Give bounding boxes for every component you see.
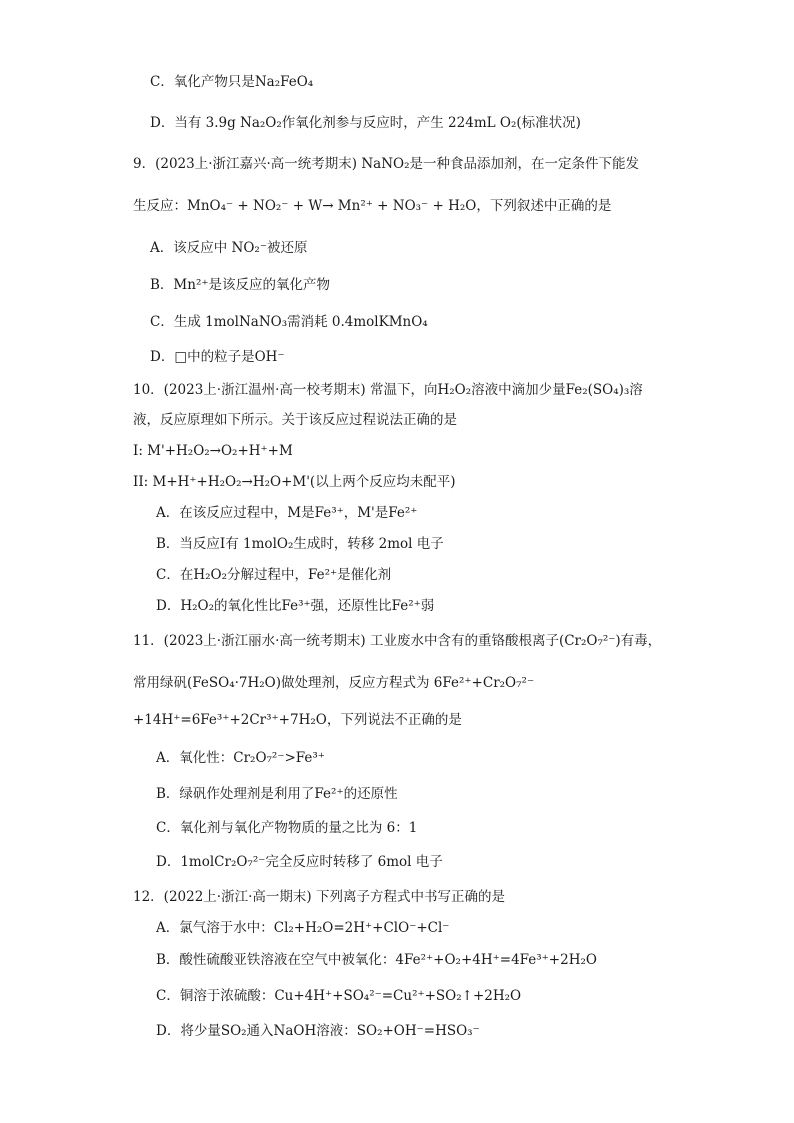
q11-option-c: C．氧化剂与氧化产物物质的量之比为 6：1: [156, 820, 418, 836]
q9-option-d: D．□中的粒子是OH⁻: [150, 349, 285, 365]
q10-stem-line1: 10．(2023上·浙江温州·高一校考期末) 常温下，向H₂O₂溶液中滴加少量Fe₂(SO₄)₃溶: [133, 382, 643, 398]
q12-option-c: C．铜溶于浓硫酸：Cu+4H⁺+SO₄²⁻=Cu²⁺+SO₂↑+2H₂O: [156, 988, 522, 1004]
q9-option-a: A．该反应中 NO₂⁻被还原: [150, 240, 308, 256]
q8-option-c: C．氧化产物只是Na₂FeO₄: [150, 74, 314, 90]
q11-stem-line1: 11．(2023上·浙江丽水·高一统考期末) 工业废水中含有的重铬酸根离子(Cr₂O₇²⁻)有毒，: [133, 633, 662, 649]
q11-option-d: D．1molCr₂O₇²⁻完全反应时转移了 6mol 电子: [156, 854, 443, 870]
q10-option-b: B．当反应I有 1molO₂生成时，转移 2mol 电子: [156, 536, 444, 552]
q10-stem-line2: 液，反应原理如下所示。关于该反应过程说法正确的是: [133, 412, 457, 428]
q10-reaction-1: I: M'+H₂O₂→O₂+H⁺+M: [133, 443, 293, 459]
q11-stem-line3: +14H⁺=6Fe³⁺+2Cr³⁺+7H₂O，下列说法不正确的是: [133, 712, 462, 728]
q12-stem: 12．(2022上·浙江·高一期末) 下列离子方程式中书写正确的是: [133, 889, 505, 905]
q12-option-a: A．氯气溶于水中：Cl₂+H₂O=2H⁺+ClO⁻+Cl⁻: [156, 920, 450, 936]
q10-reaction-2: II: M+H⁺+H₂O₂→H₂O+M'(以上两个反应均未配平): [133, 474, 456, 490]
q9-option-c: C．生成 1molNaNO₃需消耗 0.4molKMnO₄: [150, 314, 428, 330]
q8-option-d: D．当有 3.9g Na₂O₂作氧化剂参与反应时，产生 224mL O₂(标准状况): [150, 115, 581, 131]
q12-option-b: B．酸性硫酸亚铁溶液在空气中被氧化：4Fe²⁺+O₂+4H⁺=4Fe³⁺+2H₂O: [156, 952, 597, 968]
q10-option-a: A．在该反应过程中，M是Fe³⁺，M'是Fe²⁺: [156, 505, 418, 521]
q10-option-d: D．H₂O₂的氧化性比Fe³⁺强，还原性比Fe²⁺弱: [156, 598, 435, 614]
q12-option-d: D．将少量SO₂通入NaOH溶液：SO₂+OH⁻=HSO₃⁻: [156, 1023, 480, 1039]
q9-option-b: B．Mn²⁺是该反应的氧化产物: [150, 277, 330, 293]
q9-stem-line2: 生反应：MnO₄⁻ + NO₂⁻ + W→ Mn²⁺ + NO₃⁻ + H₂O，下列叙述中正确的是: [133, 198, 612, 214]
q11-option-b: B．绿矾作处理剂是利用了Fe²⁺的还原性: [156, 786, 398, 802]
q9-stem-line1: 9．(2023上·浙江嘉兴·高一统考期末) NaNO₂是一种食品添加剂，在一定条件下能发: [133, 156, 640, 172]
q11-option-a: A．氧化性：Cr₂O₇²⁻>Fe³⁺: [156, 750, 325, 766]
q11-stem-line2: 常用绿矾(FeSO₄·7H₂O)做处理剂，反应方程式为 6Fe²⁺+Cr₂O₇²⁻: [133, 675, 535, 691]
q10-option-c: C．在H₂O₂分解过程中，Fe²⁺是催化剂: [156, 567, 392, 583]
